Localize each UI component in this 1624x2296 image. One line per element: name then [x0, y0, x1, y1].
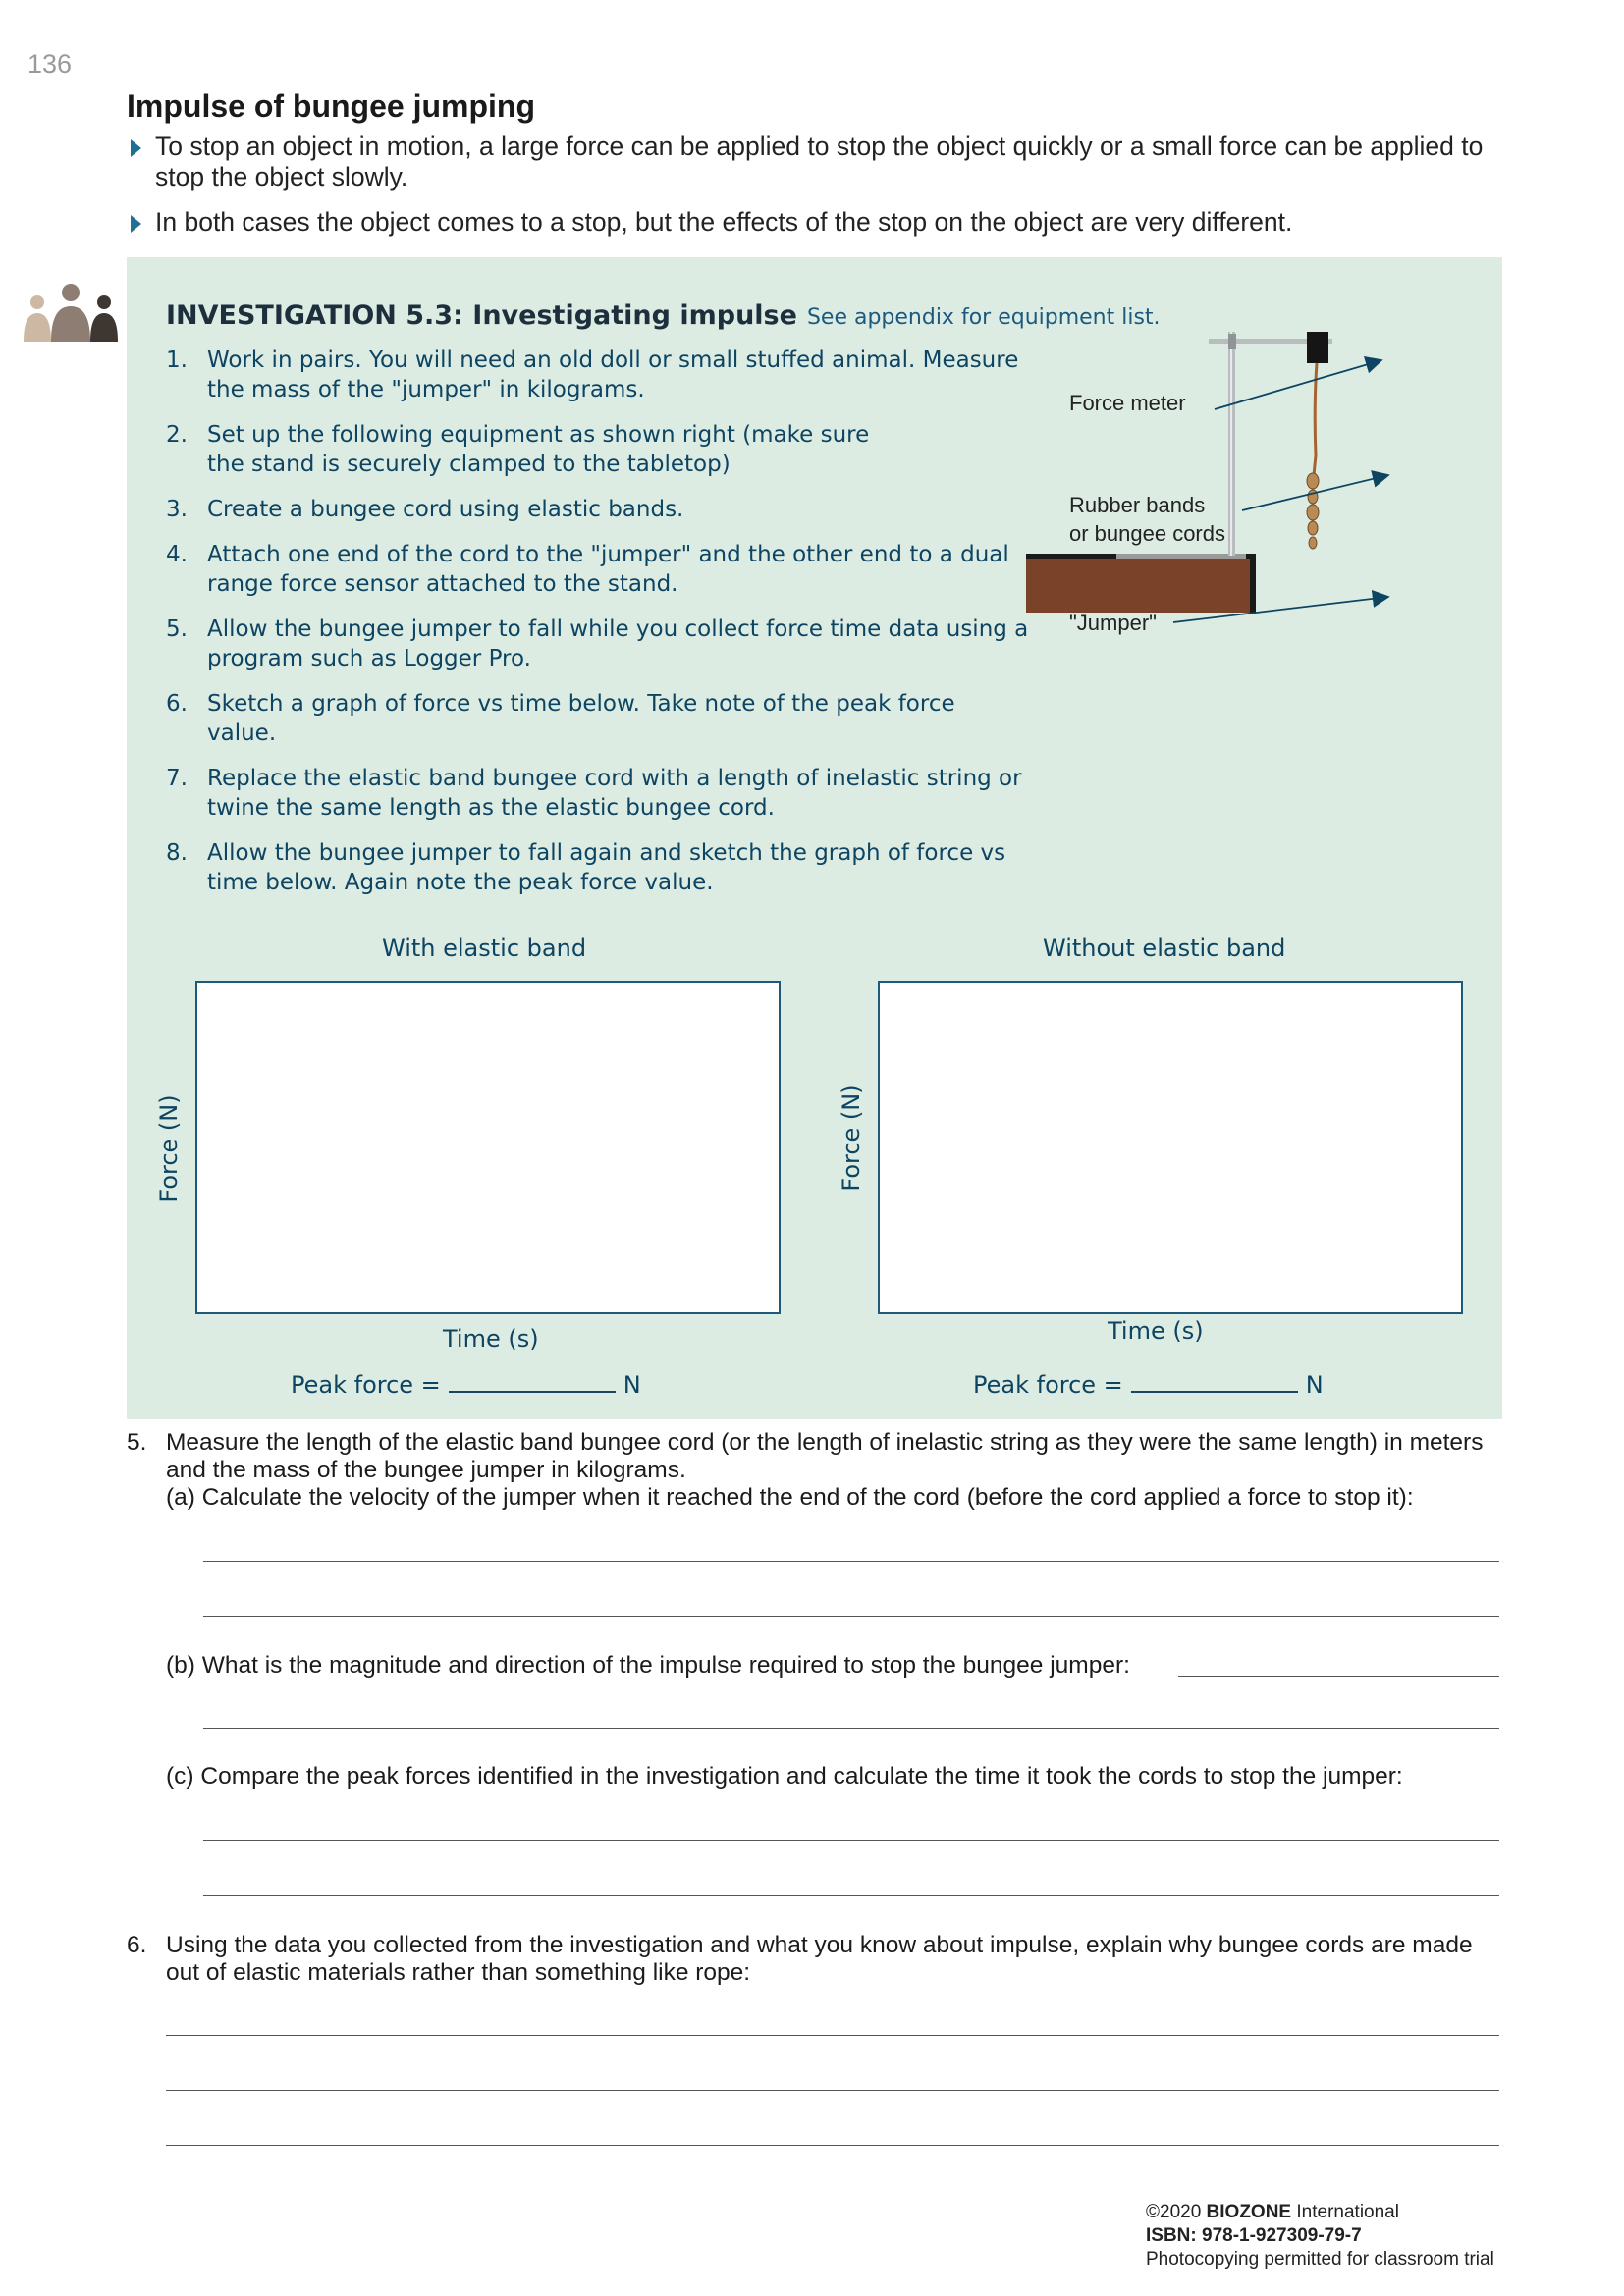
- peak-force-with-elastic: Peak force = N: [291, 1371, 641, 1399]
- investigation-step: 7. Replace the elastic band bungee cord with a length of inelastic string or twine the same length as the elastic bungee cord.: [166, 766, 1022, 821]
- xlabel-with-elastic: Time (s): [443, 1325, 539, 1353]
- answer-line[interactable]: [1178, 1676, 1499, 1677]
- question-5a: (a) Calculate the velocity of the jumper when it reached the end of the cord (before the cord applied a force to stop it):: [166, 1484, 1414, 1511]
- bullet-arrow-icon: [131, 139, 141, 157]
- question-5: 5. Measure the length of the elastic band bungee cord (or the length of inelastic string as they were the same length) in meters and the mass of the bungee jumper in kilograms.: [127, 1429, 1484, 1483]
- question-5b: (b) What is the magnitude and direction of the impulse required to stop the bungee jumper:: [166, 1652, 1130, 1679]
- investigation-step: 3. Create a bungee cord using elastic bands.: [166, 497, 684, 522]
- ylabel-with-elastic: Force (N): [155, 1095, 183, 1202]
- brand-name: BIOZONE: [1206, 2202, 1292, 2222]
- intro-bullet-2: [131, 207, 1495, 238]
- answer-line[interactable]: [203, 1561, 1499, 1562]
- diagram-pointer-lines: [127, 257, 1502, 846]
- investigation-step: 2. Set up the following equipment as shown right (make sure the stand is securely clamped to the tabletop): [166, 422, 870, 477]
- answer-line[interactable]: [203, 1840, 1499, 1841]
- rubber-bands-label-line2: or bungee cords: [1069, 521, 1225, 546]
- peak-force-blank[interactable]: [449, 1369, 616, 1393]
- group-work-icon: [24, 281, 118, 342]
- investigation-heading: INVESTIGATION 5.3: Investigating impulse: [166, 300, 797, 331]
- bullet-text: In both cases the object comes to a stop, but the effects of the stop on the object are very different.: [155, 207, 1293, 237]
- answer-line[interactable]: [203, 1616, 1499, 1617]
- force-meter-pointer: [1215, 360, 1381, 409]
- answer-line[interactable]: [203, 1728, 1499, 1729]
- investigation-step: 6. Sketch a graph of force vs time below. Take note of the peak force value.: [166, 691, 955, 746]
- footer-note: Photocopying permitted for classroom trial: [1146, 2249, 1494, 2269]
- page-number: 136: [27, 49, 73, 79]
- answer-line[interactable]: [203, 1895, 1499, 1896]
- peak-force-blank[interactable]: [1131, 1369, 1298, 1393]
- graph-area-without-elastic[interactable]: [878, 981, 1463, 1314]
- answer-line[interactable]: [166, 2035, 1499, 2036]
- graph-title-without-elastic: Without elastic band: [1043, 934, 1286, 962]
- investigation-subtitle: See appendix for equipment list.: [806, 305, 1161, 330]
- intro-bullet-1: [131, 132, 1495, 192]
- bullet-arrow-icon: [131, 215, 141, 233]
- peak-force-without-elastic: Peak force = N: [973, 1371, 1324, 1399]
- investigation-step: 1. Work in pairs. You will need an old doll or small stuffed animal. Measure the mass of the "jumper" in kilograms.: [166, 347, 1019, 402]
- graph-area-with-elastic[interactable]: [195, 981, 781, 1314]
- xlabel-without-elastic: Time (s): [1108, 1317, 1204, 1345]
- graph-title-with-elastic: With elastic band: [382, 934, 587, 962]
- answer-line[interactable]: [166, 2090, 1499, 2091]
- rubber-bands-label-line1: Rubber bands: [1069, 493, 1206, 517]
- jumper-pointer: [1173, 597, 1388, 622]
- footer-copyright: ©2020 BIOZONE International: [1146, 2202, 1399, 2222]
- investigation-step: 8. Allow the bungee jumper to fall again and sketch the graph of force vs time below. Again note the peak force value.: [166, 840, 1006, 895]
- investigation-panel: [127, 257, 1502, 1419]
- bullet-text: To stop an object in motion, a large force can be applied to stop the object quickly or a small force can be applied to stop the object slowly.: [155, 132, 1484, 191]
- page-title: Impulse of bungee jumping: [127, 88, 535, 124]
- answer-line[interactable]: [166, 2145, 1499, 2146]
- jumper-label: "Jumper": [1069, 611, 1157, 635]
- investigation-step: 5. Allow the bungee jumper to fall while you collect force time data using a program such as Logger Pro.: [166, 616, 1029, 671]
- investigation-step: 4. Attach one end of the cord to the "jumper" and the other end to a dual range force sensor attached to the stand.: [166, 542, 1009, 597]
- force-meter-label: Force meter: [1069, 391, 1186, 415]
- footer-isbn: ISBN: 978-1-927309-79-7: [1146, 2225, 1362, 2246]
- question-6: 6. Using the data you collected from the investigation and what you know about impulse, explain why bungee cords are made out of elastic materials rather than something like rope:: [127, 1932, 1473, 1986]
- rubber-bands-pointer: [1242, 475, 1388, 510]
- ylabel-without-elastic: Force (N): [838, 1084, 865, 1192]
- question-5c: (c) Compare the peak forces identified in the investigation and calculate the time it took the cords to stop the jumper:: [166, 1763, 1403, 1789]
